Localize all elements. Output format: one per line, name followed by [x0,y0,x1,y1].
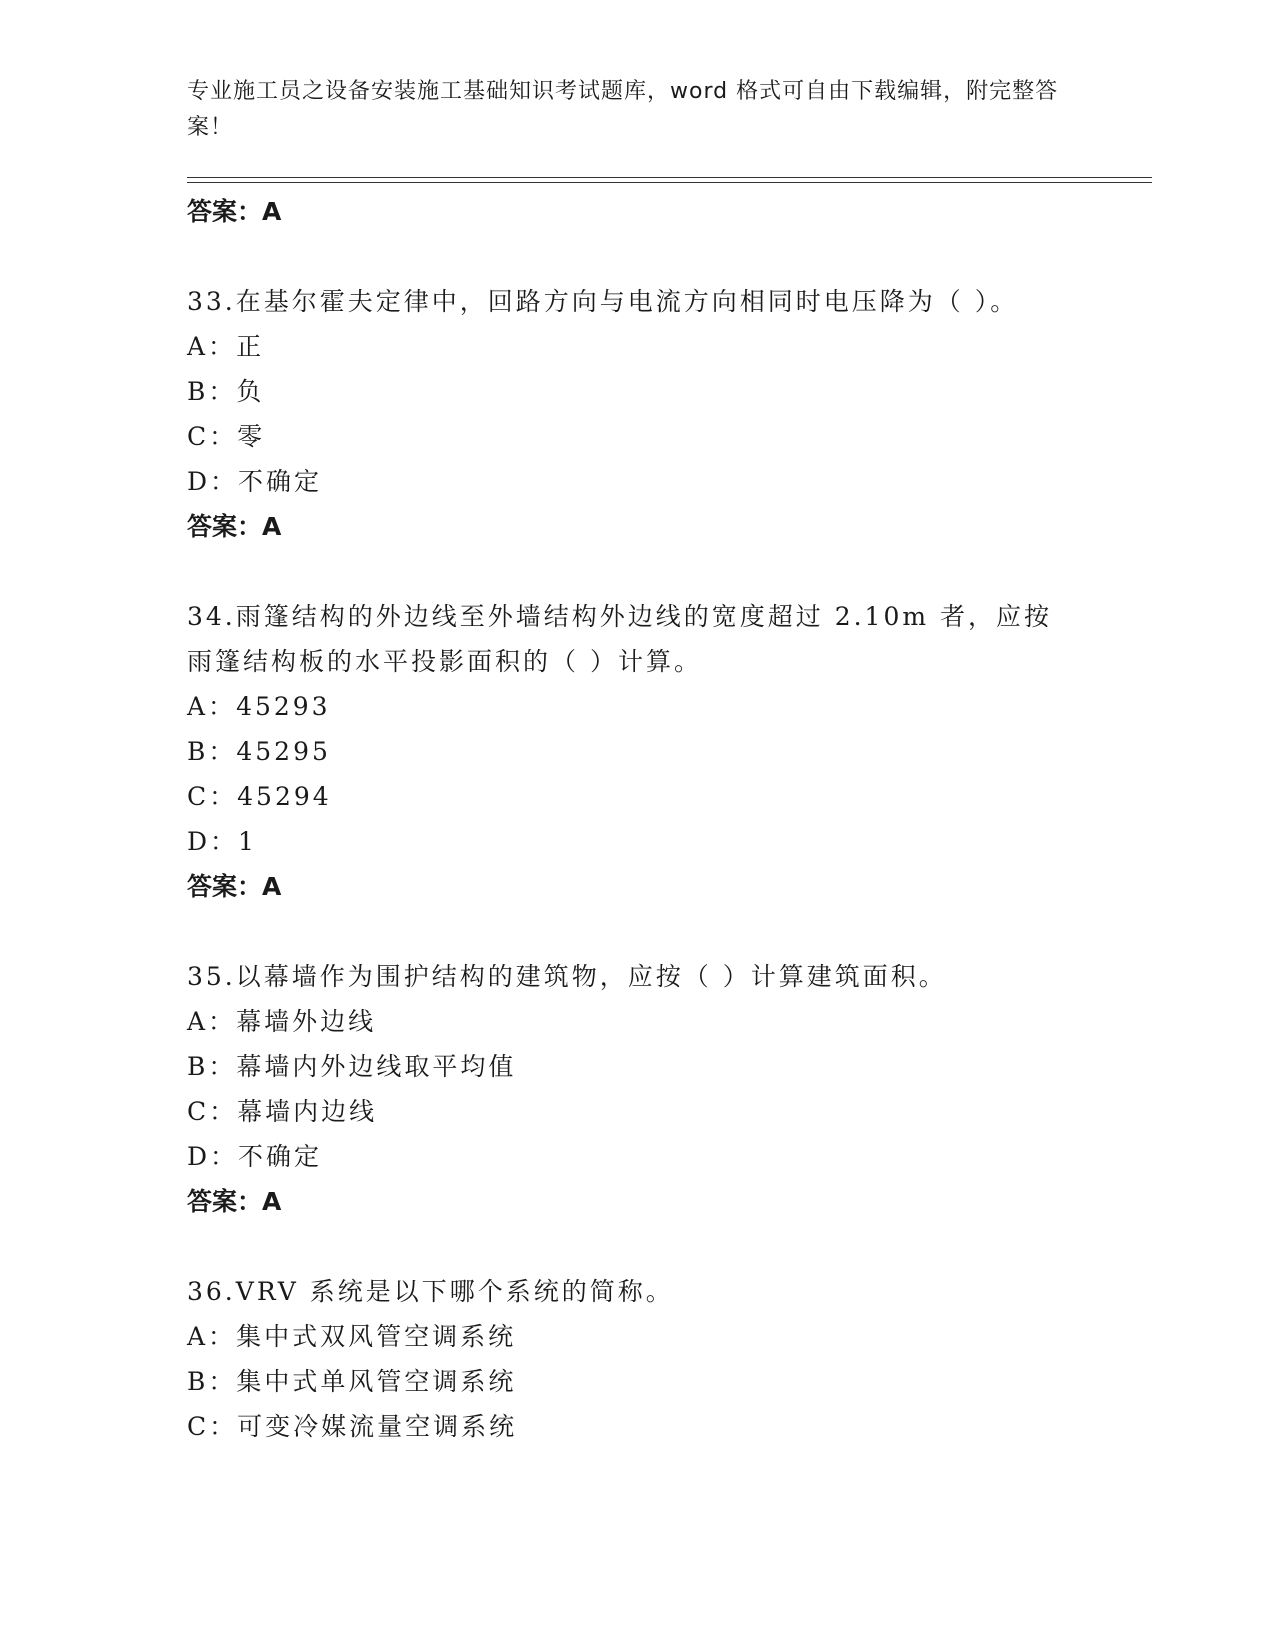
answer-label: 答案：A [187,872,282,901]
option-a [187,1314,1087,1359]
option-c [187,774,1087,819]
option-a [187,999,1087,1044]
option-text: 集中式双风管空调系统 [236,1322,517,1351]
option-key: A： [187,692,237,721]
option-text: 1 [238,827,257,856]
option-a [187,684,1087,729]
question-35: 35.以幕墙作为围护结构的建筑物，应按（ ）计算建筑面积。 [187,962,947,991]
option-key: C： [187,1412,238,1441]
option-d [187,459,1087,504]
option-d [187,1134,1087,1179]
option-key: D： [187,827,239,856]
option-text: 幕墙外边线 [236,1007,377,1036]
option-key: B： [187,377,237,406]
option-text: 不确定 [238,467,323,496]
option-text: 集中式单风管空调系统 [236,1367,517,1396]
option-c [187,1404,1087,1449]
option-text: 正 [236,332,265,361]
option-key: B： [187,1367,237,1396]
option-text: 45295 [236,737,331,766]
option-key: A： [187,332,237,361]
answer-label: 答案：A [187,512,282,541]
option-key: A： [187,1322,237,1351]
answer-label: 答案：A [187,1187,282,1216]
question-34: 34.雨篷结构的外边线至外墙结构外边线的宽度超过 2.10m 者，应按雨篷结构板的水平投影面积的（ ）计算。 [187,602,1053,676]
option-key: D： [187,467,239,496]
option-b [187,369,1087,414]
option-b [187,729,1087,774]
option-text: 幕墙内边线 [237,1097,378,1126]
option-key: B： [187,1052,237,1081]
option-text: 45294 [237,782,332,811]
option-b [187,1044,1087,1089]
header-divider-bottom [187,182,1152,183]
option-key: C： [187,782,238,811]
option-text: 零 [237,422,266,451]
option-key: B： [187,737,237,766]
option-key: C： [187,422,238,451]
option-key: D： [187,1142,239,1171]
option-text: 幕墙内外边线取平均值 [236,1052,517,1081]
option-key: C： [187,1097,238,1126]
answer-label: 答案：A [187,197,282,226]
header-divider-top [187,177,1152,178]
option-c [187,1089,1087,1134]
option-b [187,1359,1087,1404]
document-header: 专业施工员之设备安装施工基础知识考试题库，word 格式可自由下载编辑，附完整答案！ [187,79,1059,140]
option-a [187,324,1087,369]
question-36: 36.VRV 系统是以下哪个系统的简称。 [187,1277,674,1306]
option-text: 可变冷媒流量空调系统 [237,1412,518,1441]
option-d [187,819,1087,864]
option-c [187,414,1087,459]
option-key: A： [187,1007,237,1036]
option-text: 不确定 [238,1142,323,1171]
question-list [187,189,1087,1449]
question-33: 33.在基尔霍夫定律中，回路方向与电流方向相同时电压降为（ ）。 [187,287,1019,316]
option-text: 负 [236,377,265,406]
option-text: 45293 [236,692,331,721]
